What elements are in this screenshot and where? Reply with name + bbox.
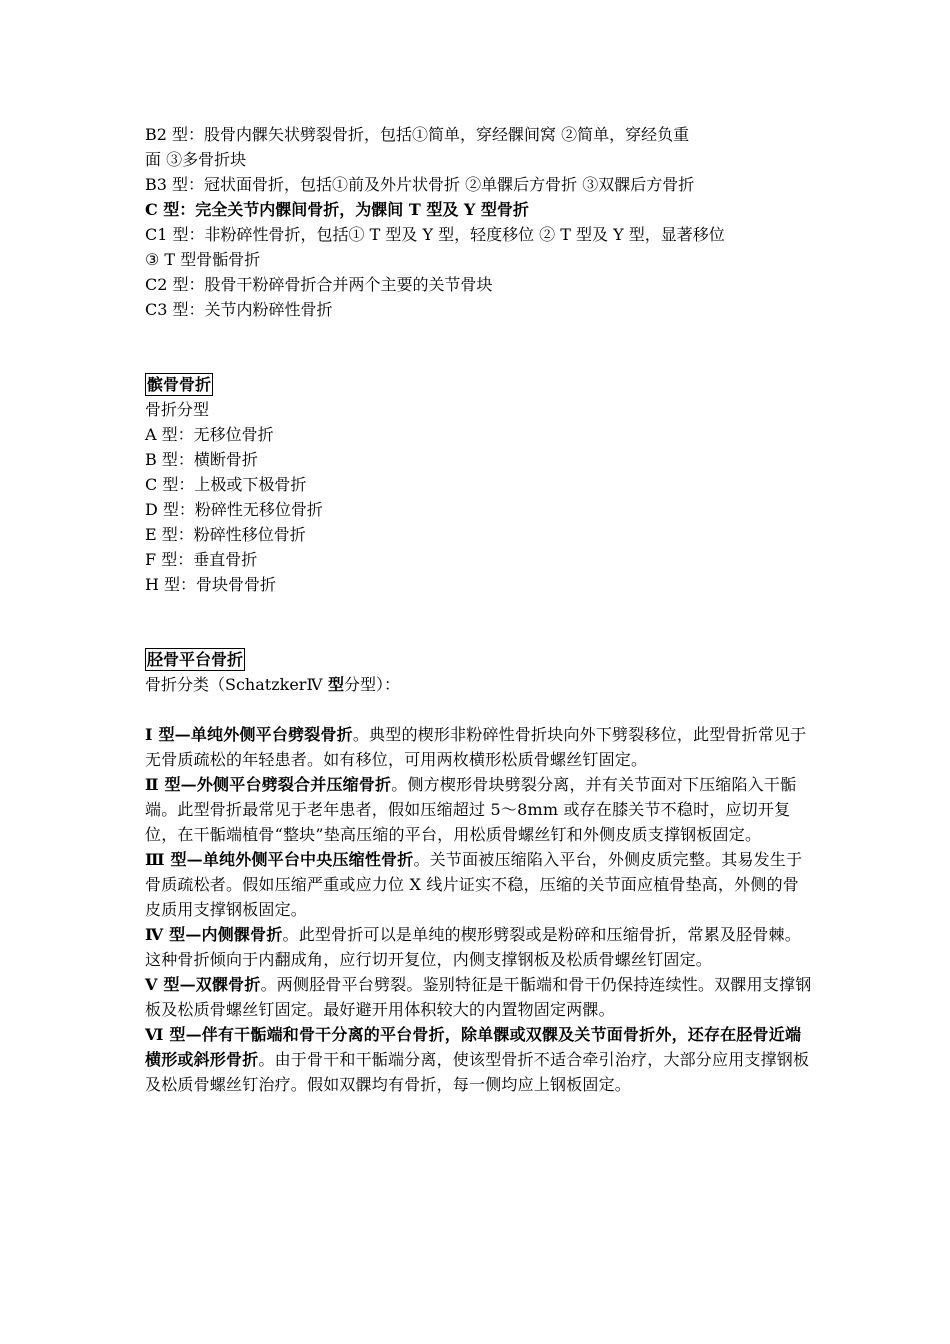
tibia-type-2-paragraph: [145, 772, 815, 847]
patella-subtitle: 骨折分型: [145, 400, 210, 419]
femur-c1-continued: ③ T 型骨骺骨折: [145, 250, 261, 269]
tibia-type-3-text: 。关节面被压缩陷入平台，外侧皮质完整。其易发生于骨质疏松者。假如压缩严重或应力位 X 线片证实不稳，压缩的关节面应植骨垫高，外侧的骨皮质用支撑钢板固定。: [145, 850, 803, 919]
tibia-subtitle-prefix: 骨折分类（SchatzkerⅣ: [145, 675, 323, 694]
tibia-type-6-paragraph: [145, 1022, 815, 1097]
tibia-type-2-title: Ⅱ 型—外侧平台劈裂合并压缩骨折: [145, 775, 392, 794]
tibia-subtitle-bold: 型: [322, 675, 345, 694]
tibia-type-2-text: 。侧方楔形骨块劈裂分离，并有关节面对下压缩陷入干骺端。此型骨折最常见于老年患者，假如压缩超过 5～8mm 或存在膝关节不稳时，应切开复位，在干骺端植骨“整块”垫高压缩的平台，用松质骨螺丝钉和外侧皮质支撑钢板固定。: [145, 775, 797, 844]
tibia-type-6-title: Ⅵ 型—伴有干骺端和骨干分离的平台骨折，除单髁或双髁及关节面骨折外，还存在胫骨近端横形或斜形骨折: [145, 1025, 802, 1069]
patella-section-heading: 髌骨骨折: [147, 375, 212, 394]
femur-b2-line: B2 型：股骨内髁矢状劈裂骨折，包括①简单，穿经髁间窝 ②简单，穿经负重: [145, 125, 690, 144]
femur-c3-line: C3 型：关节内粉碎性骨折: [145, 300, 333, 319]
tibia-type-5-text: 。两侧胫骨平台劈裂。鉴别特征是干骺端和骨干仍保持连续性。双髁用支撑钢板及松质骨螺丝钉固定。最好避开用体积较大的内置物固定两髁。: [145, 975, 812, 1019]
tibia-type-6-text: 。由于骨干和干骺端分离，使该型骨折不适合牵引治疗，大部分应用支撑钢板及松质骨螺丝钉治疗。假如双髁均有骨折，每一侧均应上钢板固定。: [145, 1050, 810, 1094]
patella-type-c: C 型：上极或下极骨折: [145, 475, 307, 494]
tibia-type-1-text: 。典型的楔形非粉碎性骨折块向外下劈裂移位，此型骨折常见于无骨质疏松的年轻患者。如有移位，可用两枚横形松质骨螺丝钉固定。: [145, 725, 807, 769]
tibia-subtitle: [145, 672, 815, 697]
tibia-type-5-paragraph: [145, 972, 815, 1022]
tibia-subtitle-suffix: 分型）：: [344, 675, 401, 694]
tibia-type-1-title: Ⅰ 型—单纯外侧平台劈裂骨折: [145, 725, 353, 744]
tibia-type-4-text: 。此型骨折可以是单纯的楔形劈裂或是粉碎和压缩骨折，常累及胫骨棘。这种骨折倾向于内翻成角，应行切开复位，内侧支撑钢板及松质骨螺丝钉固定。: [145, 925, 801, 969]
femur-c2-line: C2 型：股骨干粉碎骨折合并两个主要的关节骨块: [145, 275, 493, 294]
tibia-section-heading: 胫骨平台骨折: [147, 650, 244, 669]
patella-type-d: D 型：粉碎性无移位骨折: [145, 500, 323, 519]
tibia-type-4-paragraph: [145, 922, 815, 972]
tibia-type-4-title: Ⅳ 型—内侧髁骨折: [145, 925, 283, 944]
patella-type-a: A 型：无移位骨折: [145, 425, 274, 444]
tibia-type-3-paragraph: [145, 847, 815, 922]
document-page: [145, 122, 815, 1097]
femur-b2-continued: 面 ③多骨折块: [145, 150, 247, 169]
tibia-type-1-paragraph: [145, 722, 815, 772]
patella-type-f: F 型：垂直骨折: [145, 550, 258, 569]
tibia-type-5-title: Ⅴ 型—双髁骨折: [145, 975, 261, 994]
femur-c-heading: C 型：完全关节内髁间骨折，为髁间 T 型及 Y 型骨折: [145, 200, 529, 219]
patella-type-b: B 型：横断骨折: [145, 450, 258, 469]
femur-b3-line: B3 型：冠状面骨折，包括①前及外片状骨折 ②单髁后方骨折 ③双髁后方骨折: [145, 175, 695, 194]
patella-type-h: H 型：骨块骨骨折: [145, 575, 277, 594]
tibia-type-3-title: Ⅲ 型—单纯外侧平台中央压缩性骨折: [145, 850, 414, 869]
patella-type-e: E 型：粉碎性移位骨折: [145, 525, 306, 544]
femur-c1-line: C1 型：非粉碎性骨折，包括① T 型及 Y 型，轻度移位 ② T 型及 Y 型，显著移位: [145, 225, 725, 244]
